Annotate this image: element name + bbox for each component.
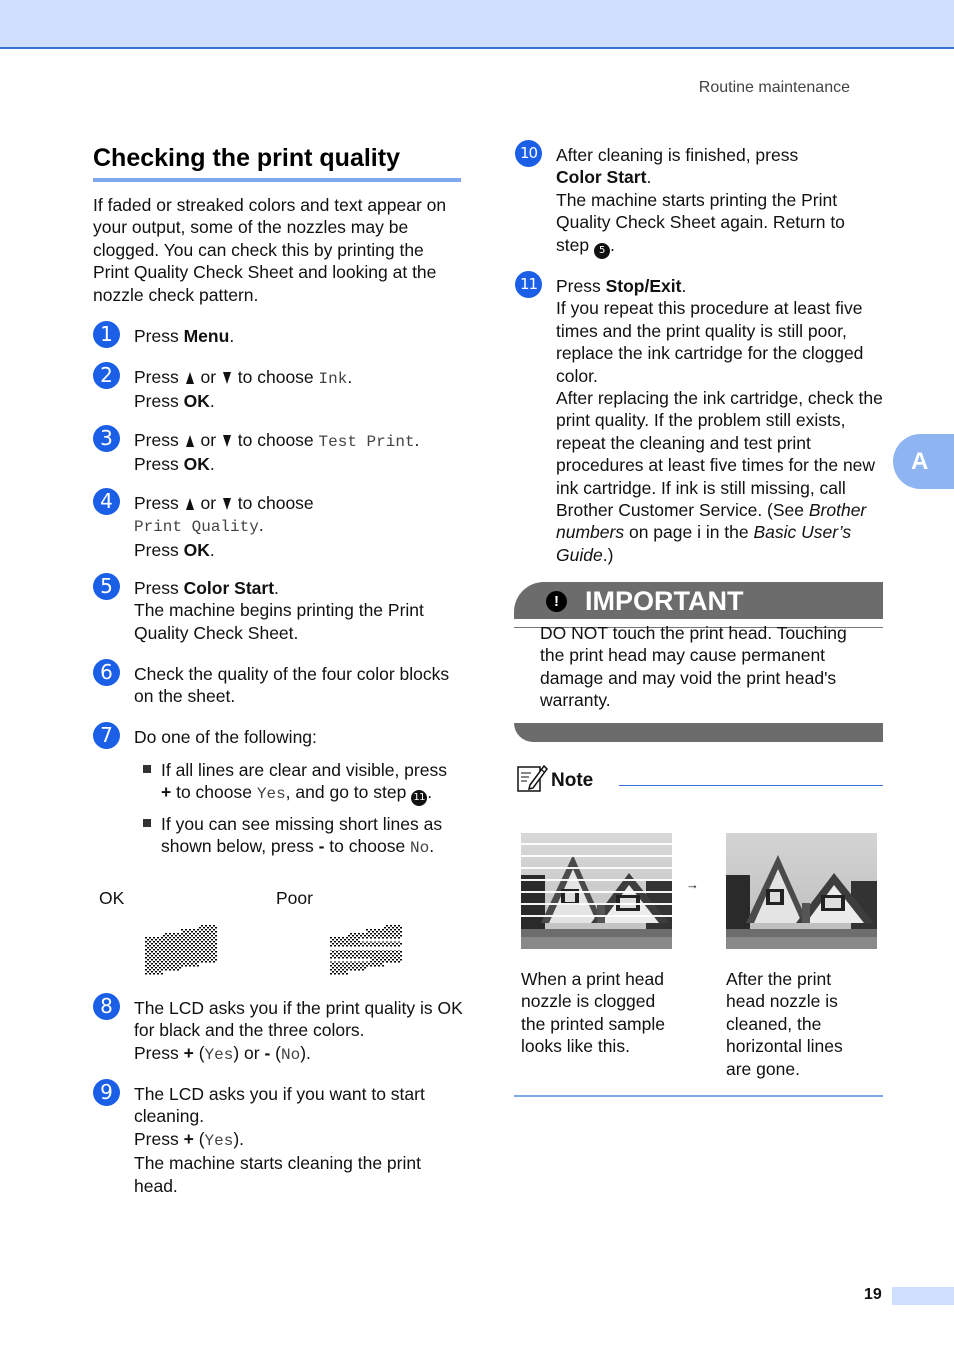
step-text: Press or to choose Print Quality. Press OK. bbox=[134, 493, 314, 560]
house-photo-clogged bbox=[521, 833, 672, 949]
step-number: 1 bbox=[93, 321, 120, 348]
step-text: After cleaning is finished, press Color Start. The machine starts printing the Print Quality Check Sheet again. Return to step 5 . bbox=[556, 144, 881, 259]
sample-ok-label: OK bbox=[99, 888, 125, 908]
step-ref-icon: 11 bbox=[411, 790, 427, 806]
step-text: The LCD asks you if you want to start cleaning. Press + (Yes). The machine starts cleaning the print head. bbox=[134, 1084, 425, 1196]
up-arrow-icon bbox=[186, 372, 194, 384]
step-number: 10 bbox=[515, 140, 542, 167]
step-text: Do one of the following: bbox=[134, 727, 317, 747]
nozzle-pattern-poor bbox=[330, 925, 402, 975]
step-text: Press Stop/Exit. If you repeat this procedure at least five times and the print quality is still poor, replace the ink cartridge for the clogged color. After replacing the ink cartridge, check the print quality. If the problem still exists, repeat the cleaning and test print procedures at least five times for the new ink cartridge. If ink is still missing, call Brother Customer Service. (See Brother numbers on page i in the Basic User’s Guide.) bbox=[556, 276, 883, 565]
note-pencil-icon bbox=[516, 763, 548, 793]
step-number: 11 bbox=[515, 271, 542, 298]
page-number: 19 bbox=[864, 1286, 882, 1303]
important-title: IMPORTANT bbox=[585, 586, 744, 616]
bullet-marker bbox=[143, 819, 151, 827]
bullet-option-yes: If all lines are clear and visible, press + to choose Yes, and go to step 11 . bbox=[161, 759, 461, 806]
step-text: Press or to choose Ink. Press OK. bbox=[134, 367, 353, 412]
house-photo-cleaned bbox=[726, 833, 877, 949]
step-number: 4 bbox=[93, 488, 120, 515]
down-arrow-icon bbox=[223, 498, 231, 510]
appendix-tab: A bbox=[893, 434, 954, 489]
step-text: Check the quality of the four color blocks on the sheet. bbox=[134, 664, 450, 707]
important-footer bbox=[514, 723, 883, 742]
note-rule bbox=[619, 785, 883, 786]
key-menu: Menu bbox=[183, 326, 230, 346]
note-bottom-rule bbox=[514, 1095, 883, 1097]
intro-paragraph: If faded or streaked colors and text appear on your output, some of the nozzles may be clogged. You can check this by printing the Print Quality Check Sheet and looking at the nozzle check pattern. bbox=[93, 195, 447, 305]
step-number: 8 bbox=[93, 993, 120, 1020]
nozzle-pattern-ok bbox=[145, 925, 217, 975]
down-arrow-icon bbox=[223, 435, 231, 447]
down-arrow-icon bbox=[223, 372, 231, 384]
step-number: 2 bbox=[93, 362, 120, 389]
page-header-bar bbox=[0, 0, 954, 49]
important-header bbox=[514, 582, 883, 619]
step-number: 9 bbox=[93, 1079, 120, 1106]
important-body: DO NOT touch the print head. Touching the print head may cause permanent damage and may void the print head's warranty. bbox=[540, 623, 847, 711]
step-ref-icon: 5 bbox=[594, 243, 610, 259]
warning-icon: ! bbox=[546, 591, 567, 612]
bullet-marker bbox=[143, 765, 151, 773]
up-arrow-icon bbox=[186, 435, 194, 447]
title-underline bbox=[93, 178, 461, 182]
step-text: Press Menu. bbox=[134, 326, 235, 346]
step-number: 3 bbox=[93, 425, 120, 452]
up-arrow-icon bbox=[186, 498, 194, 510]
footer-bar bbox=[892, 1287, 954, 1305]
bullet-option-no: If you can see missing short lines as shown below, press - to choose No. bbox=[161, 814, 443, 858]
step-number: 6 bbox=[93, 659, 120, 686]
step-text: Press or to choose Test Print. Press OK. bbox=[134, 430, 420, 475]
step-text: Press Color Start. The machine begins printing the Print Quality Check Sheet. bbox=[134, 578, 424, 643]
caption-cleaned: After the print head nozzle is cleaned, the horizontal lines are gone. bbox=[726, 969, 843, 1079]
page-title: Checking the print quality bbox=[93, 144, 400, 172]
step-number: 5 bbox=[93, 573, 120, 600]
section-label: Routine maintenance bbox=[698, 79, 850, 96]
sample-poor-label: Poor bbox=[276, 888, 313, 908]
step-text: The LCD asks you if the print quality is OK for black and the three colors. Press + (Yes) or - (No). bbox=[134, 998, 463, 1064]
note-title: Note bbox=[551, 770, 594, 791]
arrow-icon: → bbox=[686, 877, 699, 892]
caption-clogged: When a print head nozzle is clogged the printed sample looks like this. bbox=[521, 969, 665, 1057]
step-number: 7 bbox=[93, 722, 120, 749]
